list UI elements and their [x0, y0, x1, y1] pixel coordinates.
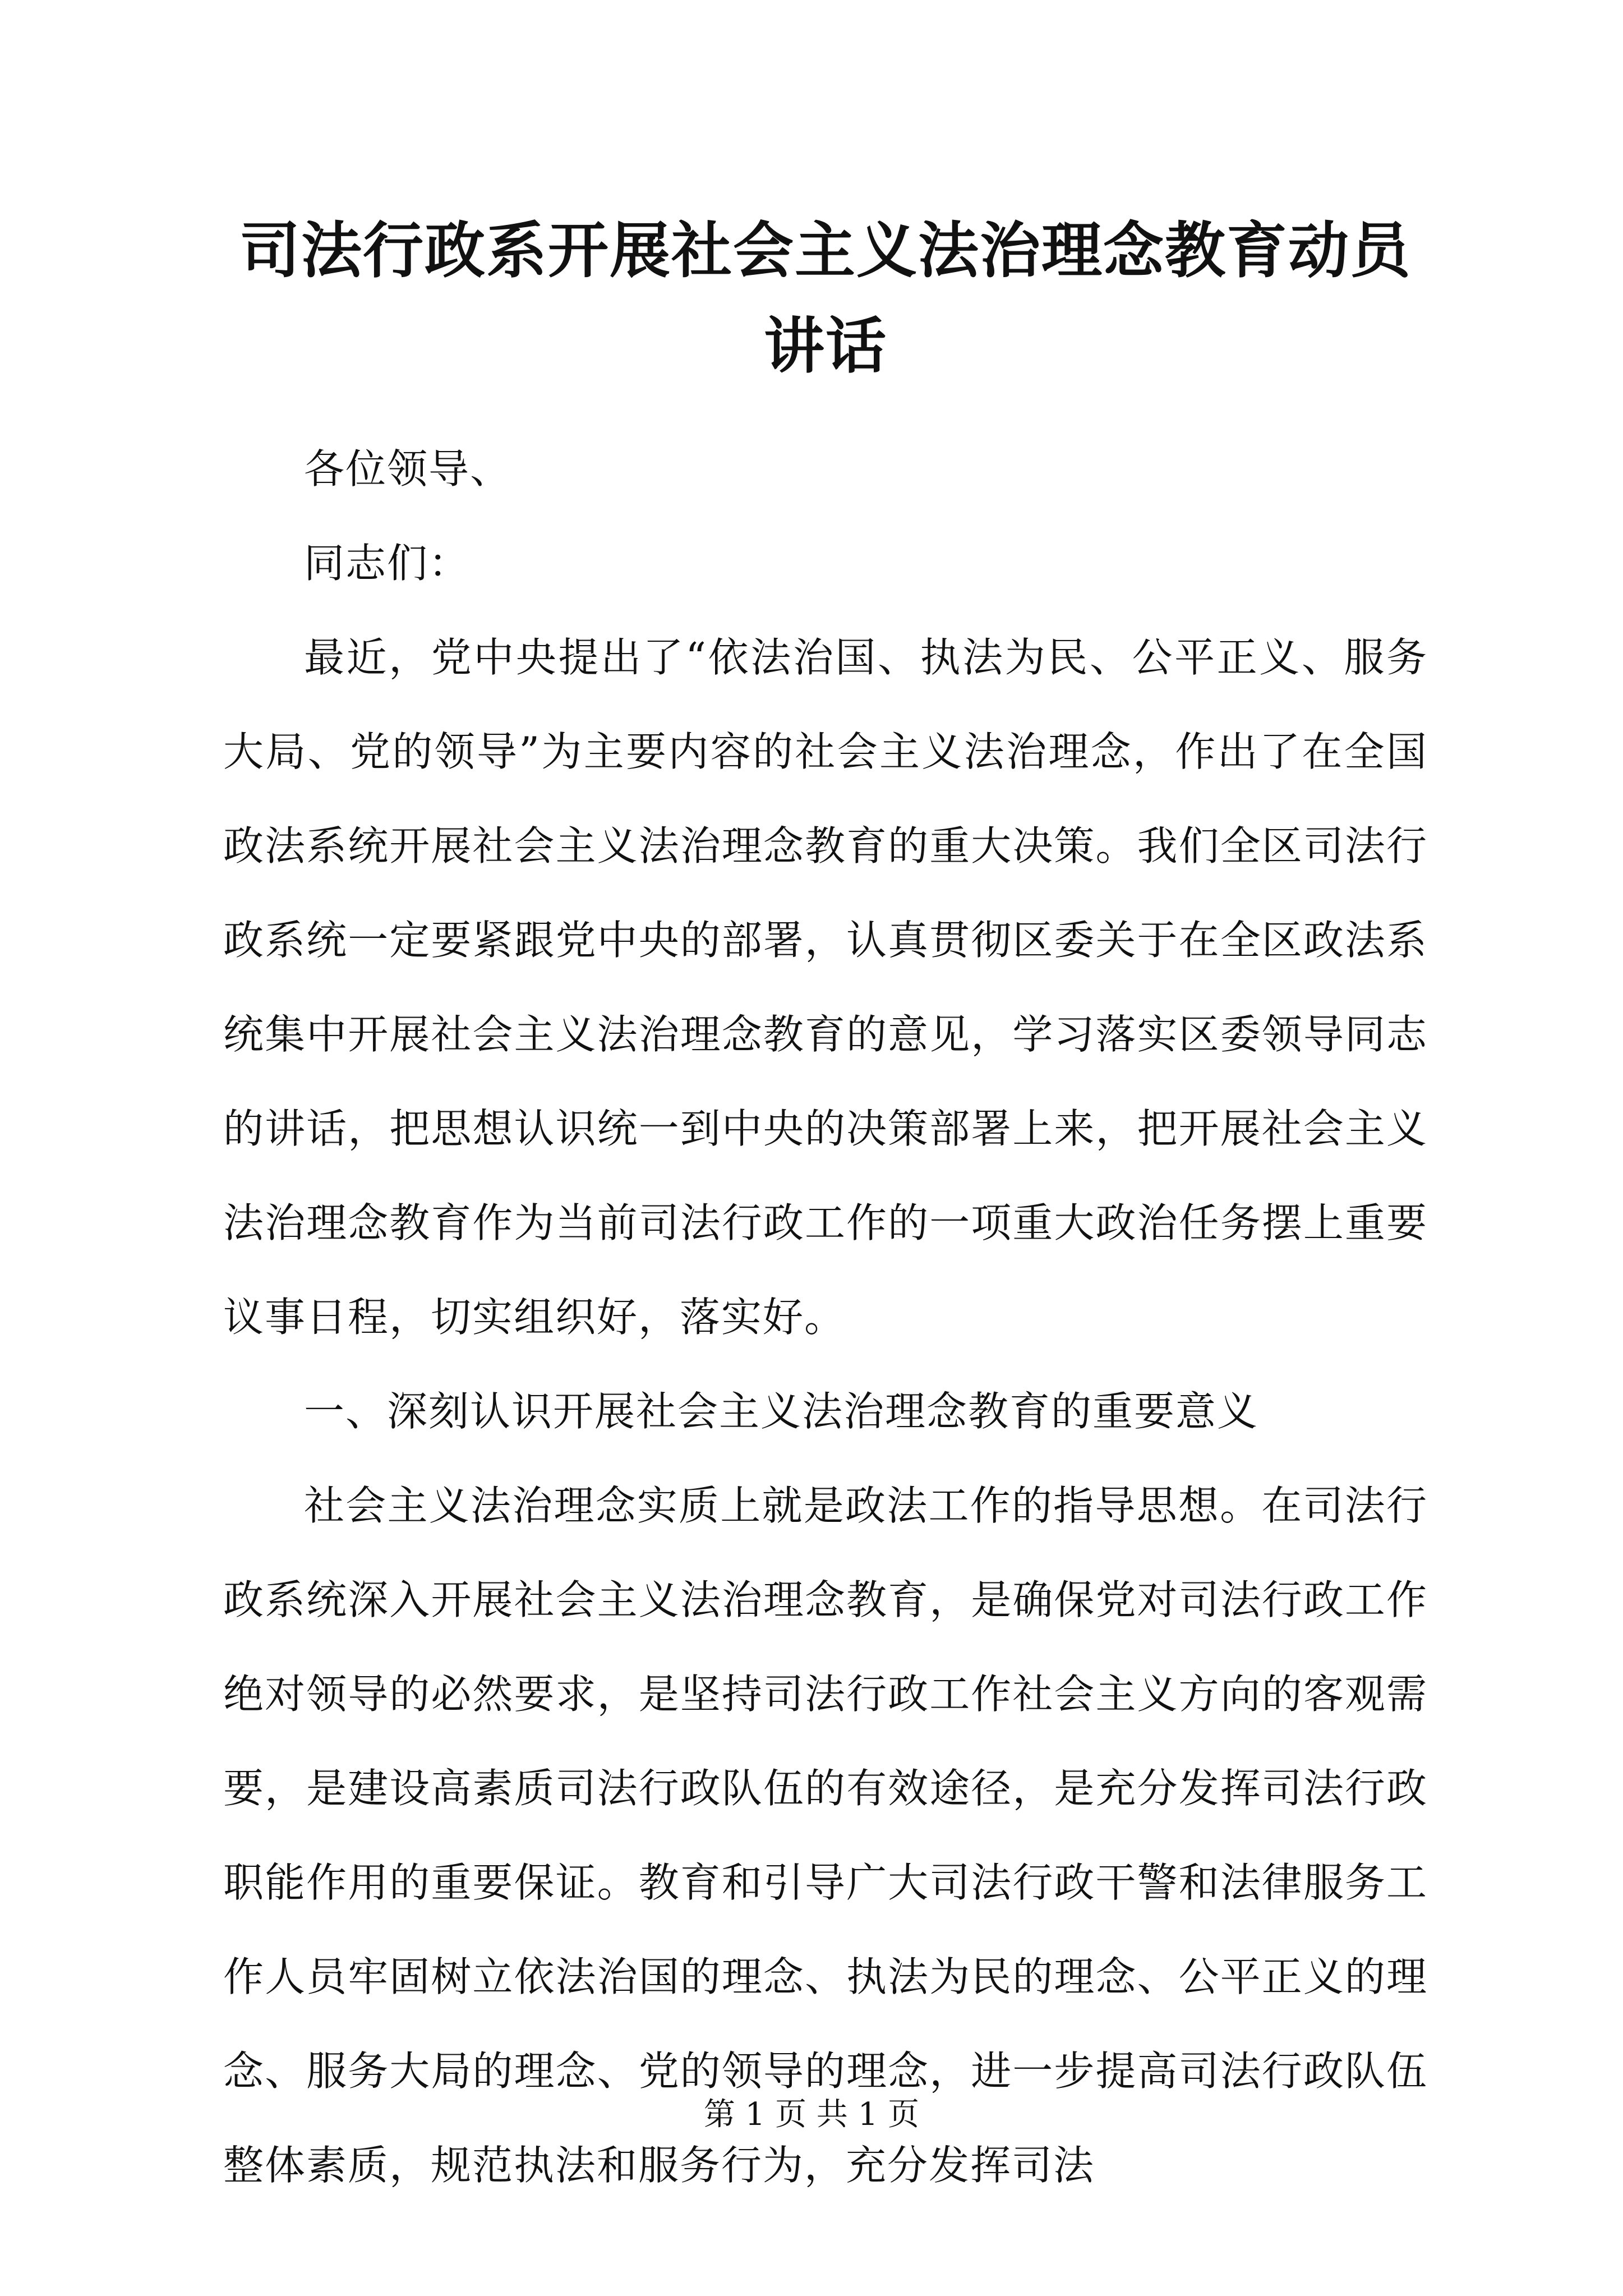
page-number-label: 第 1 页 共 1 页 [703, 2096, 920, 2133]
body-paragraph: 社会主义法治理念实质上就是政法工作的指导思想。在司法行政系统深入开展社会主义法治理念教育，是确保党对司法行政工作绝对领导的必然要求，是坚持司法行政工作社会主义方向的客观需要，是建设高素质司法行政队伍的有效途径，是充分发挥司法行政职能作用的重要保证。教育和引导广大司法行政干警和法律服务工作人员牢固树立依法治国的理念、执法为民的理念、公平正义的理念、服务大局的理念、党的领导的理念，进一步提高司法行政队伍整体素质，规范执法和服务行为，充分发挥司法 [223, 1482, 1428, 2189]
body-paragraph: 最近，党中央提出了“依法治国、执法为民、公平正义、服务大局、党的领导”为主要内容的社会主义法治理念，作出了在全国政法系统开展社会主义法治理念教育的重大决策。我们全区司法行政系统一定要紧跟党中央的部署，认真贯彻区委关于在全区政法系统集中开展社会主义法治理念教育的意见，学习落实区委领导同志的讲话，把思想认识统一到中央的决策部署上来，把开展社会主义法治理念教育作为当前司法行政工作的一项重大政治任务摆上重要议事日程，切实组织好，落实好。 [223, 634, 1428, 1341]
salutation-line-2: 同志们： [304, 540, 471, 587]
salutation-line-1: 各位领导、 [304, 445, 512, 493]
page-footer [0, 2092, 1623, 2137]
section-heading: 一、深刻认识开展社会主义法治理念教育的重要意义 [304, 1388, 1259, 1435]
document-body [223, 422, 1428, 2212]
document-content [223, 203, 1428, 2212]
document-title: 司法行政系开展社会主义法治理念教育动员讲话 [239, 215, 1412, 381]
